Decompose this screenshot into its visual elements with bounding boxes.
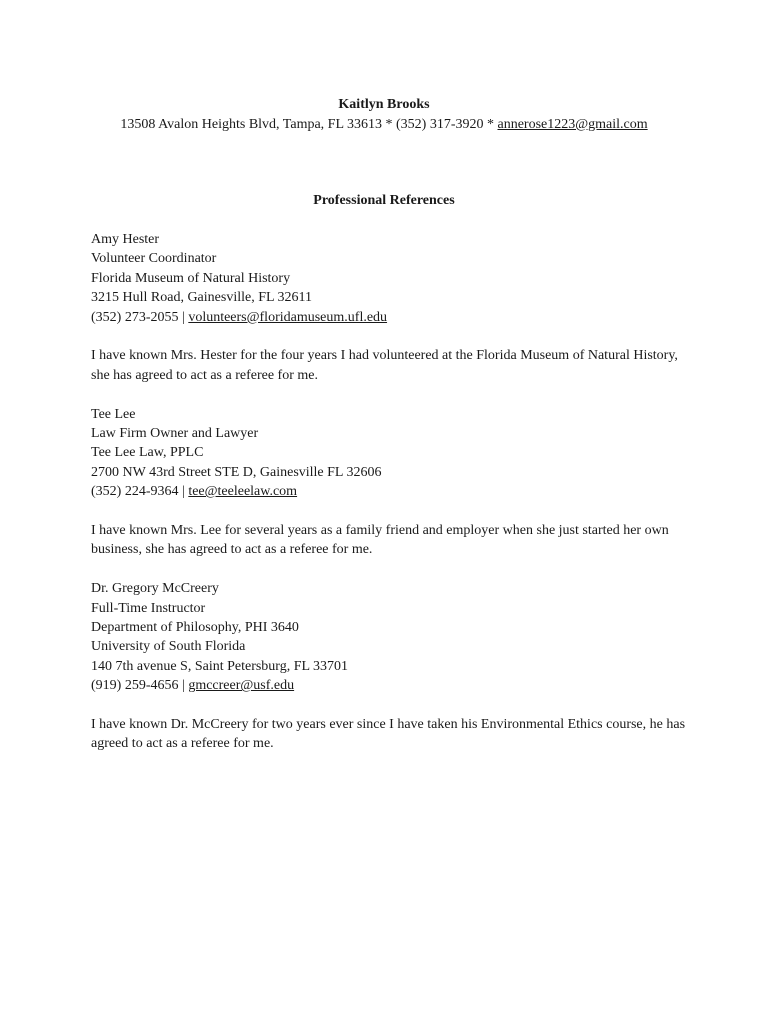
contact-separator: | <box>178 309 189 325</box>
candidate-address: 13508 Avalon Heights Blvd, Tampa, FL 33613 <box>120 116 382 132</box>
reference-title: Full-Time Instructor <box>91 600 206 616</box>
reference-note: I have known Dr. McCreery for two years ever since I have taken his Environmental Ethics course, he has agreed to act as a referee for me. <box>91 717 686 752</box>
reference-entry <box>91 405 691 502</box>
reference-phone: (919) 259-4656 <box>91 678 179 694</box>
reference-entry <box>91 579 691 695</box>
separator: * <box>382 116 396 132</box>
candidate-name: Kaitlyn Brooks <box>338 97 430 112</box>
contact-separator: | <box>178 484 189 500</box>
reference-org: Tee Lee Law, PPLC <box>91 445 204 461</box>
reference-contact <box>91 308 691 327</box>
reference-org: University of South Florida <box>91 639 246 655</box>
reference-phone: (352) 224-9364 <box>91 484 179 500</box>
reference-name: Tee Lee <box>91 406 136 422</box>
reference-email-link[interactable]: volunteers@floridamuseum.ufl.edu <box>188 309 388 325</box>
reference-title: Volunteer Coordinator <box>91 251 217 267</box>
section-title: Professional References <box>313 193 455 208</box>
reference-address: 3215 Hull Road, Gainesville, FL 32611 <box>91 290 312 306</box>
reference-email-link[interactable]: tee@teeleelaw.com <box>188 484 298 500</box>
reference-department: Department of Philosophy, PHI 3640 <box>91 620 299 636</box>
reference-note: I have known Mrs. Hester for the four years I had volunteered at the Florida Museum of Natural History, she has agreed to act as a referee for me. <box>91 348 678 383</box>
candidate-email-link[interactable]: annerose1223@gmail.com <box>497 116 648 132</box>
reference-note: I have known Mrs. Lee for several years as a family friend and employer when she just started her own business, she has agreed to act as a referee for me. <box>91 523 669 558</box>
reference-contact <box>91 482 691 501</box>
contact-separator: | <box>178 678 189 694</box>
resume-header <box>0 95 768 134</box>
reference-contact <box>91 676 691 695</box>
reference-name: Amy Hester <box>91 232 160 247</box>
references-list <box>91 230 691 773</box>
candidate-phone: (352) 317-3920 <box>396 116 484 132</box>
reference-phone: (352) 273-2055 <box>91 309 179 325</box>
reference-entry <box>91 230 691 327</box>
reference-name: Dr. Gregory McCreery <box>91 581 219 597</box>
separator: * <box>483 116 498 132</box>
reference-title: Law Firm Owner and Lawyer <box>91 426 259 442</box>
reference-org: Florida Museum of Natural History <box>91 270 291 286</box>
contact-line <box>0 115 768 135</box>
reference-email-link[interactable]: gmccreer@usf.edu <box>188 678 295 694</box>
reference-address: 2700 NW 43rd Street STE D, Gainesville FL 32606 <box>91 464 382 480</box>
reference-address: 140 7th avenue S, Saint Petersburg, FL 33701 <box>91 658 349 674</box>
